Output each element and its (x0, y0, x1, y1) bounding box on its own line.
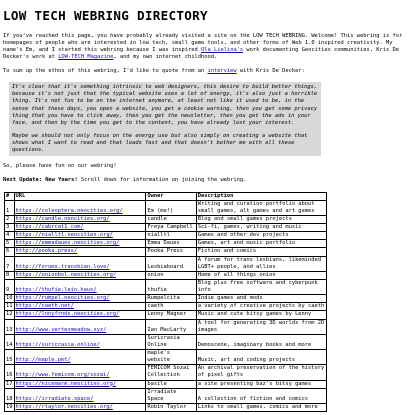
row-owner: caeth (146, 303, 196, 311)
row-url-cell (14, 319, 146, 334)
row-owner: Emma Daues (146, 240, 196, 248)
table-row (5, 365, 327, 380)
row-owner: basile (146, 380, 196, 388)
row-number: 11 (6, 303, 13, 310)
site-link[interactable]: http://maple.pet/ (15, 357, 71, 364)
row-owner: Freya Campbell (146, 224, 196, 232)
row-description: Blog plus free software and cyberpunk info (196, 279, 326, 294)
row-url-cell (14, 295, 146, 303)
row-description: a site presenting baz's bitsy games (196, 380, 326, 388)
site-link[interactable]: https://caeth.net/ (15, 303, 74, 310)
row-url-cell (14, 215, 146, 223)
row-url-cell (14, 388, 146, 403)
row-number: 12 (6, 311, 13, 318)
row-url-cell (14, 232, 146, 240)
row-url-cell (14, 248, 146, 256)
row-number: 18 (5, 388, 15, 403)
table-row (5, 271, 327, 279)
row-url-cell (14, 240, 146, 248)
site-link[interactable]: https://rtaylor.neocities.org/ (15, 403, 113, 410)
row-url-cell (14, 224, 146, 232)
row-description: Music and cute bitsy games by Lenny (196, 311, 326, 319)
row-url-cell (14, 365, 146, 380)
row-owner: Lesbiaboard (146, 256, 196, 271)
row-owner: maple's website (146, 350, 196, 365)
table-row (5, 279, 327, 294)
row-description: Games, art and music portfolio (196, 240, 326, 248)
site-link[interactable]: https://suricrasia.online/ (15, 341, 100, 348)
table-row (5, 232, 327, 240)
update-text: Scroll down for information on joining the webring. (77, 177, 247, 184)
row-owner: thufie (146, 279, 196, 294)
intro-text-3: , and my own internet childhood. (113, 53, 218, 60)
row-url-cell (14, 350, 146, 365)
row-owner: nialltl (146, 232, 196, 240)
row-number: 17 (6, 380, 13, 387)
update-paragraph (3, 177, 412, 184)
webring-table (4, 192, 327, 413)
row-number: 15 (5, 350, 15, 365)
closing-text: So, please have fun on our webring! (3, 163, 117, 170)
row-owner: Em (me!) (146, 200, 196, 215)
table-row (5, 388, 327, 403)
row-number: 13 (5, 319, 15, 334)
site-link[interactable]: https://thufie.lain.haus/ (15, 287, 97, 294)
blockquote (9, 82, 321, 156)
row-number: 10 (6, 295, 13, 302)
row-number: 7 (5, 256, 15, 271)
row-owner: Rumpelcita (146, 295, 196, 303)
table-row (5, 311, 327, 319)
row-owner: Ian MacLarty (146, 319, 196, 334)
row-number: 16 (5, 365, 15, 380)
row-owner: onion (146, 271, 196, 279)
row-description: a variety of creative projects by caeth (196, 303, 326, 311)
row-description: Sci-fi, games, writing and music (196, 224, 326, 232)
row-description: A forum for trans lesbians, likeminded LGBT+ people, and allies (196, 256, 326, 271)
site-link[interactable]: http://www.femicom.org/sozai/ (15, 372, 110, 379)
intro-text-1: If you've reached this page, you have probably already visited a site on the LOW TECH WEBRING. Welcome! This webring is for homepages of people who are interested in low tech, small game tools, and other forms of Web 1.0 inspired creativity. My name's Em, and I started this webring because I was inspired (3, 32, 403, 53)
row-description: Indie games and mods (196, 295, 326, 303)
site-link[interactable]: https://cabrcat1.com/ (15, 224, 84, 231)
row-description: A collection of fiction and comics (196, 388, 326, 403)
row-number: 2 (5, 215, 15, 223)
ethos-text-1: To sum up the ethos of this webring, I'd like to quote from an (3, 68, 208, 75)
site-link[interactable]: https://rumpel.neocities.org/ (15, 295, 110, 302)
table-row (5, 303, 327, 311)
row-url-cell (14, 279, 146, 294)
interview-link[interactable]: interview (207, 68, 237, 75)
site-link[interactable]: https://emmadaues.neocities.org/ (15, 240, 120, 247)
site-link[interactable]: http://www.vertexmeadow.xyz/ (15, 326, 107, 333)
table-row (5, 380, 327, 388)
row-url-cell (14, 303, 146, 311)
row-description: Blog and small games projects (196, 215, 326, 223)
table-row (5, 319, 327, 334)
row-number: 19 (6, 403, 13, 410)
row-description: A tool for generating 3D worlds from 2D images (196, 319, 326, 334)
table-row (5, 403, 327, 411)
site-link[interactable]: https://nicemarm.neocities.org/ (15, 380, 117, 387)
row-url-cell (14, 271, 146, 279)
row-description: Home of all things onion (196, 271, 326, 279)
row-url-cell (14, 256, 146, 271)
row-number: 9 (5, 279, 15, 294)
site-link[interactable]: https://irradiate.space/ (15, 395, 94, 402)
header-url: URL (14, 192, 146, 200)
row-description: Writing and curation portfolio about small games, alt games and art games (196, 200, 326, 215)
row-description: Links to small games, comics and more (196, 403, 326, 411)
quote-paragraph-1: It's clear that it's something intrinsic to web designers, this desire to build better things, because it's not just that the typical website uses a lot of energy, it's also just a horrible thing. It's not fun to be on the internet anymore, at least not like it used to be, in the sense that these days, you open a website, you get a cookie warning, then you get some privacy thing that you have to click away, then you get the newsletter, then you get the ads in your face, and then by the time you get to the content, you have already lost your interest. (12, 84, 318, 126)
ola-lielina-link[interactable]: Ola Lielina's (200, 46, 244, 53)
header-number: # (5, 192, 15, 200)
row-number: 6 (5, 248, 15, 256)
page-title: LOW TECH WEBRING DIRECTORY (3, 8, 208, 23)
row-owner: Robin Taylor (146, 403, 196, 411)
site-link[interactable]: https://lnnyfrnds.neocities.org/ (15, 311, 120, 318)
ethos-text-2: with Kris De Decker: (236, 68, 305, 75)
table-row (5, 334, 327, 349)
row-number: 14 (5, 334, 15, 349)
table-row (5, 248, 327, 256)
low-tech-magazine-link[interactable]: LOW-TECH Magazine (58, 53, 114, 60)
table-header-row (5, 192, 327, 200)
update-label: Next Update: New Years! (3, 177, 78, 184)
row-url-cell (14, 334, 146, 349)
row-description: Music, art and coding projects (196, 350, 326, 365)
site-link[interactable]: http://forums.transbian.love/ (15, 263, 110, 270)
row-url-cell (14, 380, 146, 388)
site-link[interactable]: https://candle.neocities.org/ (15, 215, 110, 222)
row-description: Demoscene, imaginary books and more (196, 334, 326, 349)
row-number: 5 (5, 240, 15, 248)
site-link[interactable]: https://nialltl.neocities.org/ (15, 232, 113, 239)
row-number: 4 (5, 232, 15, 240)
row-number: 1 (5, 200, 15, 215)
header-owner: Owner (146, 192, 196, 200)
row-url-cell (14, 200, 146, 215)
site-link[interactable]: https://coleoptera.neocities.org/ (15, 207, 123, 214)
row-description: Fiction and comics (196, 248, 326, 256)
row-url-cell (14, 311, 146, 319)
quote-paragraph-2: Maybe we should not only focus on the energy use but also simply on creating a website that shows what I want to read and that loads fast and that doesn't bother me with all these questions. (12, 132, 308, 154)
intro-text-2: work documenting Geocities communities, Kris De Decker's work at (3, 46, 399, 60)
row-owner: Pooka Press (146, 248, 196, 256)
header-description: Description (196, 192, 326, 200)
table-row (5, 215, 327, 223)
table-row (5, 295, 327, 303)
row-owner: Irradiate Space (146, 388, 196, 403)
intro-paragraph (3, 33, 412, 62)
table-row (5, 224, 327, 232)
site-link[interactable]: https://onionbol.neocities.org/ (15, 271, 117, 278)
row-number: 8 (5, 271, 15, 279)
row-owner: Lenny Magner (146, 311, 196, 319)
row-url-cell (14, 403, 146, 411)
site-link[interactable]: http://pooka.press/ (15, 248, 78, 255)
table-row (5, 256, 327, 271)
row-owner: Suricrasia Online (146, 334, 196, 349)
table-row (5, 240, 327, 248)
row-description: Games and other dev projects (196, 232, 326, 240)
row-owner: FEMICOM Sozai Collection (146, 365, 196, 380)
row-description: An archival preservation of the history of pixel gifts (196, 365, 326, 380)
ethos-paragraph (3, 68, 412, 75)
table-row (5, 350, 327, 365)
row-number: 3 (5, 224, 15, 232)
row-owner: candle (146, 215, 196, 223)
table-row (5, 200, 327, 215)
